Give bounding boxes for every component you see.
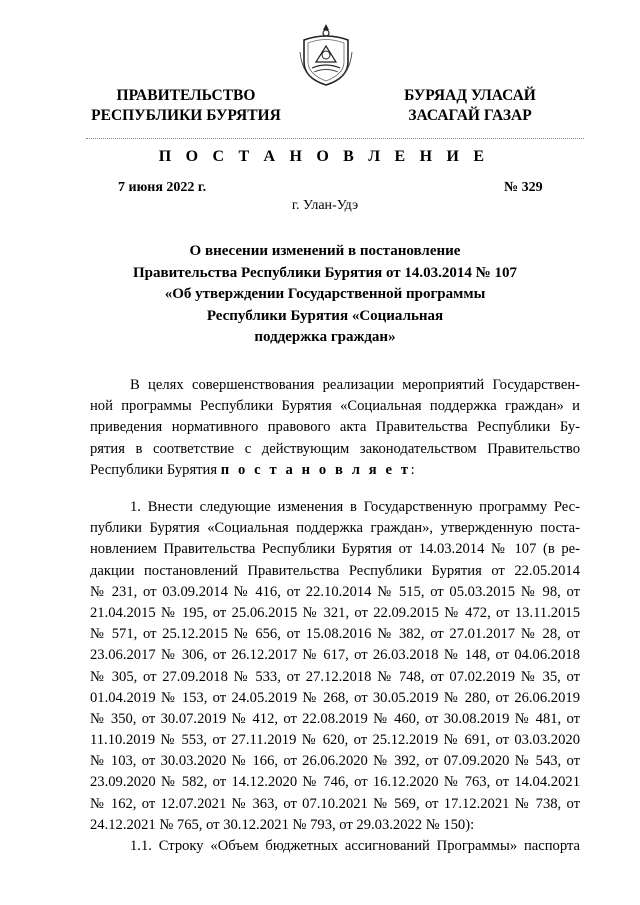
text-line: № 305, от 27.09.2018 № 533, от 27.12.2018 № 748, от 07.02.2019 № 35, от <box>90 668 580 685</box>
document-title <box>100 241 550 349</box>
text-line: 11.10.2019 № 553, от 27.11.2019 № 620, от 25.12.2019 № 691, от 03.03.2020 <box>90 732 580 749</box>
text-line: 23.06.2017 № 306, от 26.12.2017 № 617, от 26.03.2018 № 148, от 04.06.2018 <box>90 647 580 664</box>
coat-of-arms-icon <box>298 22 354 88</box>
text-line <box>90 460 580 481</box>
government-name-buryat <box>390 86 550 126</box>
text-line: публики Бурятия «Социальная поддержка граждан», утвержденную поста- <box>90 520 580 537</box>
text-line: № 231, от 03.09.2014 № 416, от 22.10.2014 № 515, от 05.03.2015 № 98, от <box>90 583 580 600</box>
paragraph-item-1 <box>90 497 580 857</box>
text-line: № 350, от 30.07.2019 № 412, от 22.08.2019 № 460, от 30.08.2019 № 481, от <box>90 710 580 727</box>
text-line: 24.12.2021 № 765, от 30.12.2021 № 793, от 29.03.2022 № 150): <box>90 816 475 833</box>
org-line: БУРЯАД УЛАСАЙ <box>404 87 536 104</box>
text-line: 1. Внести следующие изменения в Государственную программу Рес- <box>130 499 580 515</box>
text-line: 21.04.2015 № 195, от 25.06.2015 № 321, от 22.09.2015 № 472, от 13.11.2015 <box>90 604 580 621</box>
government-name-russian <box>86 86 286 126</box>
header-divider <box>86 138 584 139</box>
text-line: В целях совершенствования реализации мероприятий Государствен- <box>130 377 580 393</box>
text-line: 23.09.2020 № 582, от 14.12.2020 № 746, от 16.12.2020 № 763, от 14.04.2021 <box>90 774 580 791</box>
text-line: № 162, от 12.07.2021 № 363, от 07.10.2021 № 569, от 17.12.2021 № 738, от <box>90 795 580 812</box>
text-line: № 571, от 25.12.2015 № 656, от 15.08.2016 № 382, от 27.01.2017 № 28, от <box>90 626 580 643</box>
title-line: Республики Бурятия «Социальная <box>206 307 444 324</box>
text-line: ной программы Республики Бурятия «Социальная поддержка граждан» и <box>90 398 580 415</box>
title-line: «Об утверждении Государственной программы <box>164 286 486 302</box>
paragraph-preamble <box>90 375 580 481</box>
text-line: 1.1. Строку «Объем бюджетных ассигнований Программы» паспорта <box>130 838 580 854</box>
org-line: ЗАСАГАЙ ГАЗАР <box>408 107 532 124</box>
document-number: № 329 <box>504 180 543 195</box>
title-line: поддержка граждан» <box>254 329 396 345</box>
org-line: ПРАВИТЕЛЬСТВО <box>116 87 256 104</box>
text-line: 01.04.2019 № 153, от 24.05.2019 № 268, от 30.05.2019 № 280, от 26.06.2019 <box>90 689 580 706</box>
org-line: РЕСПУБЛИКИ БУРЯТИЯ <box>91 107 281 124</box>
text-line: № 103, от 30.03.2020 № 166, от 26.06.2020 № 392, от 07.09.2020 № 543, от <box>90 753 580 770</box>
document-type: П О С Т А Н О В Л Е Н И Е <box>158 148 490 165</box>
text-line: дакции постановлений Правительства Республики Бурятия от 22.05.2014 <box>90 562 580 579</box>
text-fragment: Республики Бурятия <box>90 461 221 478</box>
text-fragment: : <box>410 461 415 478</box>
text-line: рятия в соответствие с действующим законодательством Правительство <box>90 440 580 457</box>
title-line: О внесении изменений в постановление <box>189 243 461 259</box>
text-line: приведения нормативного правового акта Правительства Республики Бу- <box>90 419 580 436</box>
document-city: г. Улан-Удэ <box>291 198 359 213</box>
document-date: 7 июня 2022 г. <box>118 180 207 195</box>
text-line: новлением Правительства Республики Бурятия от 14.03.2014 № 107 (в ре- <box>90 541 580 558</box>
resolves-word: п о с т а н о в л я е т <box>220 461 411 478</box>
title-line: Правительства Республики Бурятия от 14.03.2014 № 107 <box>132 264 517 281</box>
